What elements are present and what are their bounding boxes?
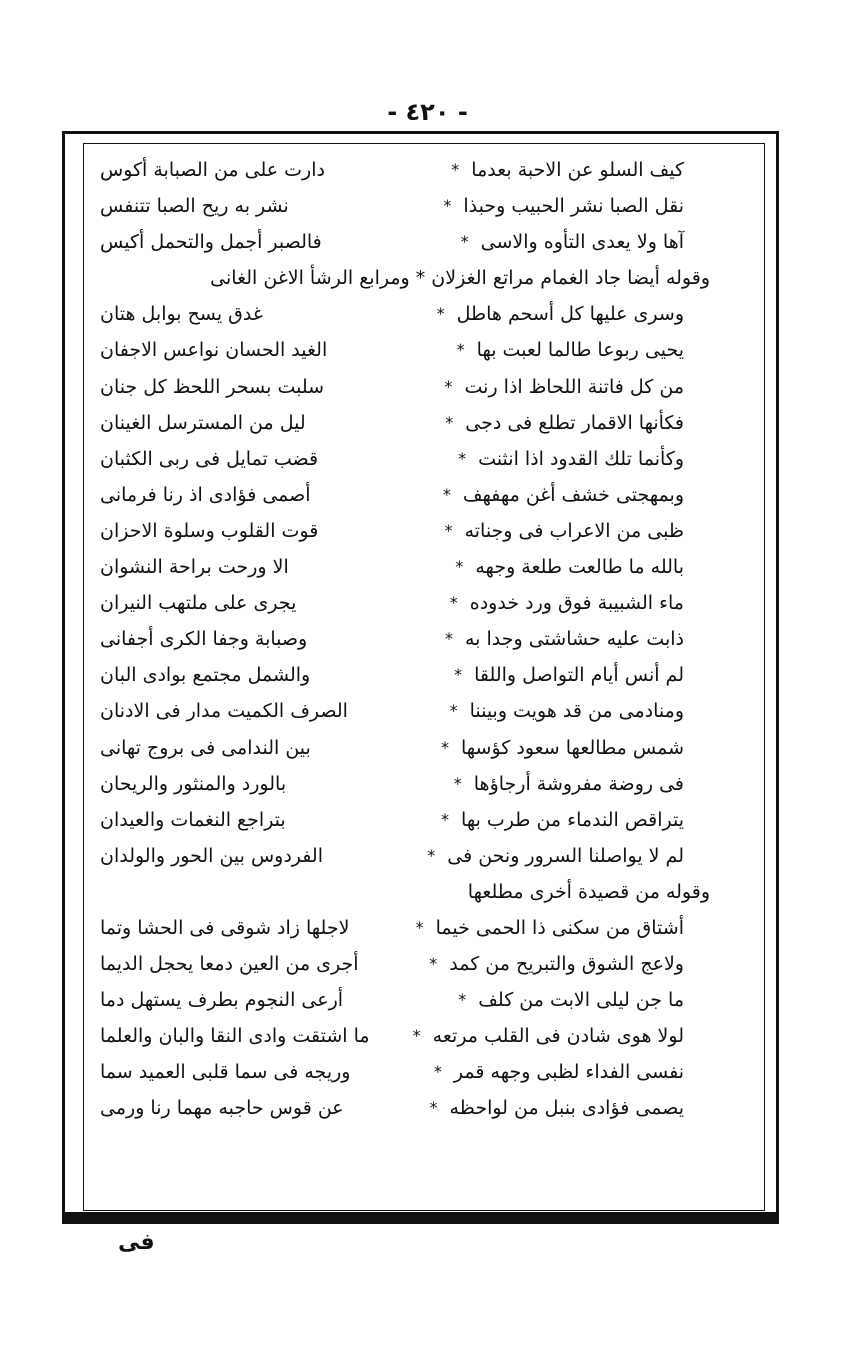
hemistich-separator-icon: * — [429, 1098, 438, 1118]
verse-line — [100, 296, 700, 332]
verse-second-hemistich: فالصبر أجمل والتحمل أكيس — [100, 231, 322, 254]
verse-second-hemistich: وصبابة وجفا الكرى أجفانى — [100, 628, 308, 651]
verse-first-hemistich: نفسى الفداء لظبى وجهه قمر — [453, 1061, 684, 1084]
verse-line — [100, 982, 700, 1018]
hemistich-separator-icon: * — [436, 304, 445, 324]
verse-line — [100, 621, 700, 657]
verse-second-hemistich: بتراجع النغمات والعيدان — [100, 808, 286, 831]
verse-line — [100, 693, 700, 729]
hemistich-separator-icon: * — [445, 412, 454, 432]
verse-second-hemistich: بين الندامى فى بروج تهانى — [100, 736, 311, 759]
verse-second-hemistich: ليل من المسترسل الغينان — [100, 411, 306, 434]
hemistich-separator-icon: * — [449, 701, 458, 721]
verse-second-hemistich: والشمل مجتمع بوادى البان — [100, 664, 311, 687]
verse-second-hemistich: الفردوس بين الحور والولدان — [100, 844, 323, 867]
verse-second-hemistich: نشر به ريح الصبا تتنفس — [100, 195, 289, 218]
hemistich-separator-icon: * — [442, 484, 451, 504]
heading-line: وقوله من قصيدة أخرى مطلعها — [467, 880, 710, 903]
hemistich-separator-icon: * — [444, 629, 453, 649]
catchword: فى — [118, 1230, 155, 1255]
hemistich-separator-icon: * — [454, 665, 463, 685]
verse-first-hemistich: ما جن ليلى الابت من كلف — [478, 989, 684, 1012]
verse-second-hemistich: وريجه فى سما قلبى العميد سما — [100, 1061, 351, 1084]
verse-line — [100, 224, 700, 260]
verse-second-hemistich: أرعى النجوم بطرف يستهل دما — [100, 989, 344, 1012]
verse-second-hemistich: أصمى فؤادى اذ رنا فرمانى — [100, 483, 311, 506]
verse-second-hemistich: سلبت بسحر اللحظ كل جنان — [100, 375, 325, 398]
verse-first-hemistich: لم أنس أيام التواصل واللقا — [474, 664, 684, 687]
heading-line: وقوله أيضا جاد الغمام مراتع الغزلان * ومرابع الرشأ الاغن الغانى — [210, 267, 710, 290]
verse-line — [100, 332, 700, 368]
verse-second-hemistich: ما اشتقت وادى النقا والبان والعلما — [100, 1025, 370, 1048]
verse-first-hemistich: بالله ما طالعت طلعة وجهه — [475, 556, 684, 579]
verse-first-hemistich: وسرى عليها كل أسحم هاطل — [456, 303, 684, 326]
verse-second-hemistich: غدق يسح بوابل هتان — [100, 303, 263, 326]
verse-second-hemistich: الا ورحت براحة النشوان — [100, 556, 289, 579]
verse-second-hemistich: لاجلها زاد شوقى فى الحشا وتما — [100, 916, 350, 939]
verse-line — [100, 585, 700, 621]
verse-line — [100, 1090, 700, 1126]
hemistich-separator-icon: * — [458, 448, 467, 468]
verse-line — [100, 405, 700, 441]
verse-first-hemistich: شمس مطالعها سعود كؤسها — [461, 736, 684, 759]
verse-line — [100, 802, 700, 838]
hemistich-separator-icon: * — [455, 557, 464, 577]
verse-line — [100, 188, 700, 224]
hemistich-separator-icon: * — [444, 520, 453, 540]
verse-second-hemistich: قوت القلوب وسلوة الاحزان — [100, 519, 319, 542]
verse-second-hemistich: قضب تمايل فى ربى الكثبان — [100, 447, 319, 470]
verse-first-hemistich: من كل فاتنة اللحاظ اذا رنت — [464, 375, 684, 398]
verse-first-hemistich: أشتاق من سكنى ذا الحمى خيما — [435, 916, 684, 939]
verse-first-hemistich: وكأنما تلك القدود اذا انثنت — [478, 447, 684, 470]
verse-line — [100, 1054, 700, 1090]
hemistich-separator-icon: * — [444, 376, 453, 396]
verse-first-hemistich: ذابت عليه حشاشتى وجدا به — [464, 628, 684, 651]
verse-line — [100, 1018, 700, 1054]
poem-text — [100, 152, 710, 1127]
verse-second-hemistich: أجرى من العين دمعا يحجل الديما — [100, 953, 359, 976]
verse-first-hemistich: ومنادمى من قد هويت وبيننا — [469, 700, 684, 723]
verse-second-hemistich: بالورد والمنثور والريحان — [100, 772, 287, 795]
hemistich-separator-icon: * — [453, 773, 462, 793]
hemistich-separator-icon: * — [441, 737, 449, 757]
verse-first-hemistich: لم لا يواصلنا السرور ونحن فى — [447, 844, 684, 867]
verse-first-hemistich: وبمهجتى خشف أغن مهفهف — [462, 483, 684, 506]
verse-line — [100, 766, 700, 802]
hemistich-separator-icon: * — [427, 845, 436, 865]
hemistich-separator-icon: * — [460, 232, 469, 252]
verse-second-hemistich: الغيد الحسان نواعس الاجفان — [100, 339, 328, 362]
verse-line — [100, 549, 700, 585]
hemistich-separator-icon: * — [412, 1026, 421, 1046]
verse-first-hemistich: كيف السلو عن الاحبة بعدما — [471, 159, 684, 181]
verse-first-hemistich: ولاعج الشوق والتبريح من كمد — [449, 953, 684, 976]
verse-line — [100, 477, 700, 513]
verse-line — [100, 441, 700, 477]
verse-first-hemistich: نقل الصبا نشر الحبيب وحبذا — [463, 195, 684, 218]
hemistich-separator-icon: * — [415, 917, 424, 937]
verse-first-hemistich: يصمى فؤادى بنبل من لواحظه — [449, 1097, 684, 1120]
hemistich-separator-icon: * — [449, 593, 458, 613]
verse-line — [100, 910, 700, 946]
verse-first-hemistich: فى روضة مفروشة أرجاؤها — [473, 772, 684, 795]
hemistich-separator-icon: * — [451, 160, 460, 179]
hemistich-separator-icon: * — [433, 1062, 442, 1082]
verse-line — [100, 513, 700, 549]
hemistich-separator-icon: * — [441, 809, 450, 829]
hemistich-separator-icon: * — [443, 196, 452, 216]
page-number: - ٤٢٠ - — [387, 98, 468, 126]
verse-line — [100, 369, 700, 405]
hemistich-separator-icon: * — [458, 990, 467, 1010]
verse-first-hemistich: يحيى ربوعا طالما لعبت بها — [476, 339, 684, 362]
verse-first-hemistich: يتراقص الندماء من طرب بها — [461, 808, 684, 831]
verse-first-hemistich: فكأنها الاقمار تطلع فى دجى — [465, 411, 684, 434]
verse-line — [100, 838, 700, 874]
page-frame-bottom-bar — [62, 1212, 779, 1224]
verse-first-hemistich: ماء الشبيبة فوق ورد خدوده — [469, 592, 684, 615]
verse-first-hemistich: ظبى من الاعراب فى وجناته — [464, 519, 684, 542]
verse-first-hemistich: لولا هوى شادن فى القلب مرتعه — [432, 1025, 684, 1048]
hemistich-separator-icon: * — [456, 340, 465, 360]
verse-line — [100, 946, 700, 982]
verse-line — [100, 152, 700, 188]
verse-line — [100, 657, 700, 693]
verse-second-hemistich: الصرف الكميت مدار فى الادنان — [100, 700, 348, 723]
verse-second-hemistich: يجرى على ملتهب النيران — [100, 592, 297, 615]
verse-line — [100, 730, 700, 766]
verse-second-hemistich: عن قوس حاجبه مهما رنا ورمى — [100, 1097, 344, 1120]
verse-first-hemistich: آها ولا يعدى التأوه والاسى — [480, 231, 684, 254]
hemistich-separator-icon: * — [429, 954, 438, 974]
verse-second-hemistich: دارت على من الصبابة أكوس — [100, 159, 325, 181]
